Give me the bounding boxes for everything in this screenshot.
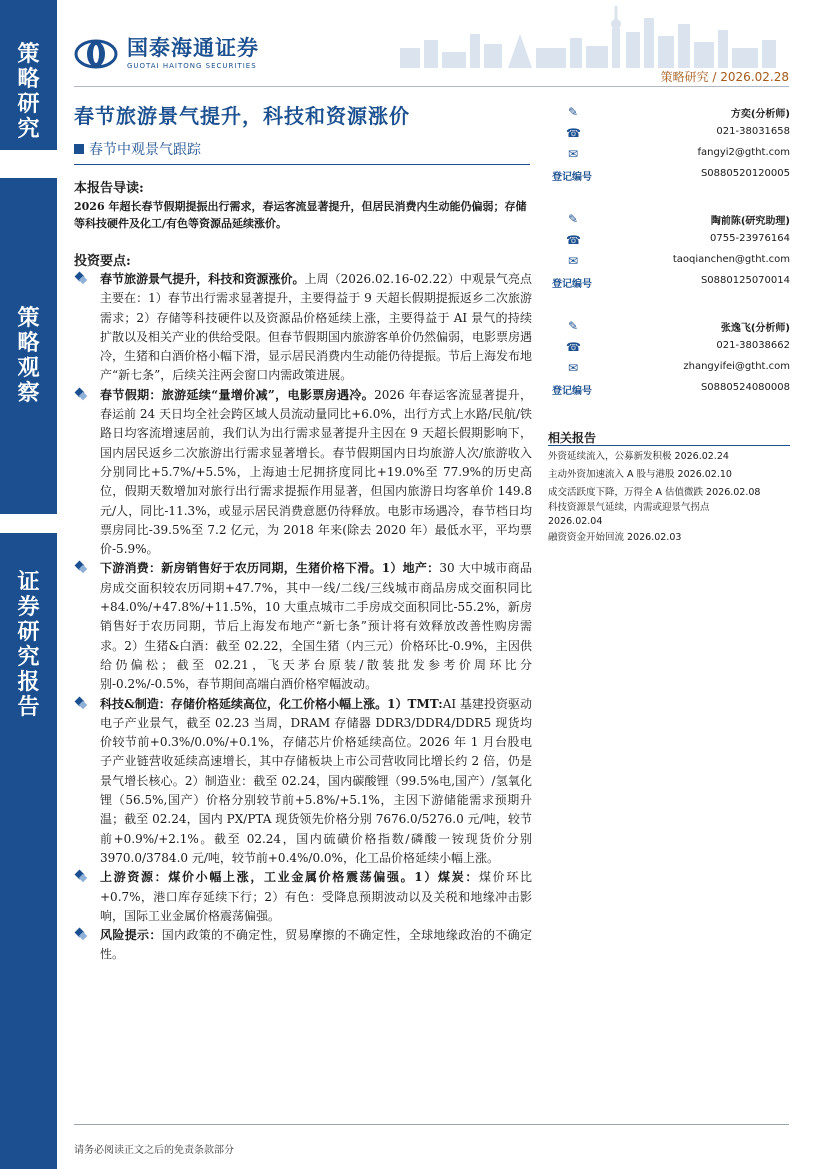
phone-icon: ☎ <box>566 233 581 247</box>
analyst-email[interactable]: taoqianchen@gtht.com <box>672 254 790 265</box>
related-report-item[interactable]: 融资资金开始回流 2026.02.03 <box>548 532 682 544</box>
analyst-reg: S0880125070014 <box>700 275 790 286</box>
key-point-head: 春节假期：旅游延续“量增价减”，电影票房遇冷。 <box>100 387 375 402</box>
key-point-head: 春节旅游景气提升，科技和资源涨价。 <box>100 272 305 286</box>
related-reports-heading: 相关报告 <box>548 431 597 445</box>
guide-text: 2026 年超长春节假期提振出行需求，春运客流显著提升，但居民消费内生动能仍偏弱；存储等科技硬件及化工/有色等资源品延续涨价。 <box>74 200 527 230</box>
email-icon: ✉ <box>567 254 579 268</box>
analyst-name: 陶前陈(研究助理) <box>710 216 790 227</box>
key-point-text: 2026 年春运客流显著提升，春运前 24 天日均全社会跨区域人员流动量同比+6.0%，出行方式上水路/民航/铁路日均客流增速居前，我们认为出行需求显著提升主因在 9 天超长假期影响下，国内居民返乡二次旅游出行需求显著增长。春节假期国内日均旅游人次/旅游收入分别同比+5.7%/+5.5%，上海迪士尼拥挤度同比+19.0%至 77.9%的历史高位，假期天数增加对旅行出行需求提振作用显著，但国内旅游日均客单价 149.8 元/人，同比-11.3%，或显示居民消费意愿仍待释放。电影市场遇冷，春节档日均票房同比-39.5%至 7.2 亿元，为 2018 年来(除去 2020 年）最低水平，平均票价-5.9%。 <box>100 387 533 557</box>
person-icon: ✎ <box>567 212 579 226</box>
key-points-heading: 投资要点: <box>74 254 131 269</box>
key-point-text: AI 基建投资驱动电子产业景气，截至 02.23 当周，DRAM 存储器 DDR3/DDR4/DDR5 现货均价较节前+0.3%/0.0%/+0.1%，存储芯片价格延续高位。2026 年 1 月台股电子产业链营收延续高速增长，其中存储板块上市公司营收同比增长约 2 倍，仍是景气增长核心。2）制造业：截至 02.24，国内碳酸锂（99.5%电,国产）/氢氧化锂（56.5%,国产）价格分别较节前+5.8%/+5.1%，主因下游储能需求预期升温；截至 02.24，国内 PX/PTA 现货领先价格分别 7676.0/5276.0 元/吨，较节前+0.9%/+2.1%。截至 02.24，国内硫磺价格指数/磷酸一铵现货价分别 3970.0/3784.0 元/吨，较节前+0.4%/0.0%，化工品价格延续小幅上涨。 <box>100 696 532 865</box>
analyst-reg: S0880524080008 <box>700 382 790 393</box>
analyst-phone: 021-38031658 <box>716 126 790 137</box>
city-skyline-icon <box>390 4 790 68</box>
phone-icon: ☎ <box>566 126 581 140</box>
guide-heading: 本报告导读: <box>74 181 144 196</box>
diamond-bullet-icon <box>76 562 87 573</box>
analyst-email[interactable]: fangyi2@gtht.com <box>697 147 790 158</box>
brand-name-cn: 国泰海通证券 <box>127 36 259 60</box>
related-divider <box>548 445 790 446</box>
key-point-text: 煤价环比+0.7%，港口库存延续下行；2）有色：受降息预期波动以及关税和地缘冲击影响，国际工业金属价格震荡偏强。 <box>100 870 532 923</box>
diamond-bullet-icon <box>76 698 87 709</box>
key-point-text: 国内政策的不确定性，贸易摩擦的不确定性，全球地缘政治的不确定性。 <box>100 928 532 962</box>
sidebar-label-middle: 策 略 观 察 <box>17 306 40 406</box>
analyst-reg: S0880520120005 <box>700 168 790 179</box>
analyst-reg-label: 登记编号 <box>552 279 592 290</box>
diamond-bullet-icon <box>76 871 87 882</box>
key-point <box>74 695 532 869</box>
related-report-item[interactable]: 科技资源景气延续，内需或迎景气拐点 <box>548 502 710 514</box>
title-divider <box>74 164 530 165</box>
page-title: 春节旅游景气提升，科技和资源涨价 <box>74 104 410 128</box>
person-icon: ✎ <box>567 319 579 333</box>
related-report-item[interactable]: 主动外资加速流入 A 股与港股 2026.02.10 <box>548 468 732 480</box>
diamond-bullet-icon <box>76 929 87 940</box>
brand-logo <box>74 37 259 70</box>
key-point <box>74 868 532 926</box>
related-report-item[interactable]: 成交活跃度下降，万得全 A 估值微跌 2026.02.08 <box>548 486 761 498</box>
key-point-head: 科技&制造：存储价格延续高位，化工价格小幅上涨。1）TMT: <box>100 696 443 711</box>
footer-divider <box>74 1124 789 1125</box>
related-report-item[interactable]: 外资延续流入，公募新发积极 2026.02.24 <box>548 451 729 462</box>
key-point-head: 风险提示： <box>100 928 162 943</box>
sidebar-label-top: 策 略 研 究 <box>17 42 40 142</box>
header-divider <box>74 86 789 87</box>
analyst-reg-label: 登记编号 <box>552 386 592 397</box>
diamond-bullet-icon <box>76 389 87 400</box>
key-point-text: 30 大中城市商品房成交面积较农历同期+47.7%，其中一线/二线/三线城市商品房成交面积同比+84.0%/+47.8%/+11.5%，10 大重点城市二手房成交面积同比-55.2%，新房销售好于农历同期，节后上海发布地产“新七条”预计将有效释放改善性购房需求。2）生猪&白酒：截至 02.22，全国生猪（内三元）价格环比-0.9%，主因供给仍偏松；截至 02.21，飞天茅台原装/散装批发参考价周环比分别-0.2%/-0.5%，春节期间高端白酒价格窄幅波动。 <box>100 561 532 692</box>
brand-mark-icon <box>74 39 118 69</box>
key-point <box>74 270 532 386</box>
analyst-name: 方奕(分析师) <box>730 109 790 120</box>
analyst-reg-label: 登记编号 <box>552 172 592 183</box>
phone-icon: ☎ <box>566 340 581 354</box>
related-reports-list <box>548 448 790 547</box>
key-point-head: 上游资源：煤价小幅上涨，工业金属价格震荡偏强。1）煤炭： <box>100 870 479 885</box>
analyst-name: 张逸飞(分析师) <box>720 323 790 334</box>
key-point <box>74 559 532 694</box>
page-subtitle: 春节中观景气跟踪 <box>74 139 201 159</box>
report-category-date: 策略研究 / 2026.02.28 <box>660 70 789 84</box>
key-point <box>74 386 532 560</box>
brand-name-en: GUOTAI HAITONG SECURITIES <box>127 62 257 70</box>
key-points-list <box>74 270 532 965</box>
disclaimer-footer: 请务必阅读正文之后的免责条款部分 <box>74 1145 234 1156</box>
key-point <box>74 926 532 965</box>
sidebar-label-bottom: 证 券 研 究 报 告 <box>17 570 40 720</box>
related-report-item[interactable]: 2026.02.04 <box>548 516 603 528</box>
diamond-bullet-icon <box>76 273 87 284</box>
email-icon: ✉ <box>567 361 579 375</box>
analyst-phone: 021-38038662 <box>716 340 790 351</box>
email-icon: ✉ <box>567 147 579 161</box>
analyst-phone: 0755-23976164 <box>710 233 790 244</box>
person-icon: ✎ <box>567 105 579 119</box>
analyst-email[interactable]: zhangyifei@gtht.com <box>683 361 790 372</box>
key-point-text: 上周（2026.02.16-02.22）中观景气亮点主要在：1）春节出行需求显著提升，主要得益于 9 天超长假期提振返乡二次旅游需求；2）存储等科技硬件以及资源品价格延续上涨，主要得益于 AI 景气的持续扩散以及相关产业的供给受限。但春节假期国内旅游客单价仍然偏弱，电影票房遇冷，生猪和白酒价格小幅下滑，显示居民消费内生动能仍待提振。节后上海发布地产“新七条”，后续关注两会窗口内需政策进展。 <box>100 272 533 383</box>
key-point-head: 下游消费：新房销售好于农历同期，生猪价格下滑。1）地产： <box>100 561 440 576</box>
